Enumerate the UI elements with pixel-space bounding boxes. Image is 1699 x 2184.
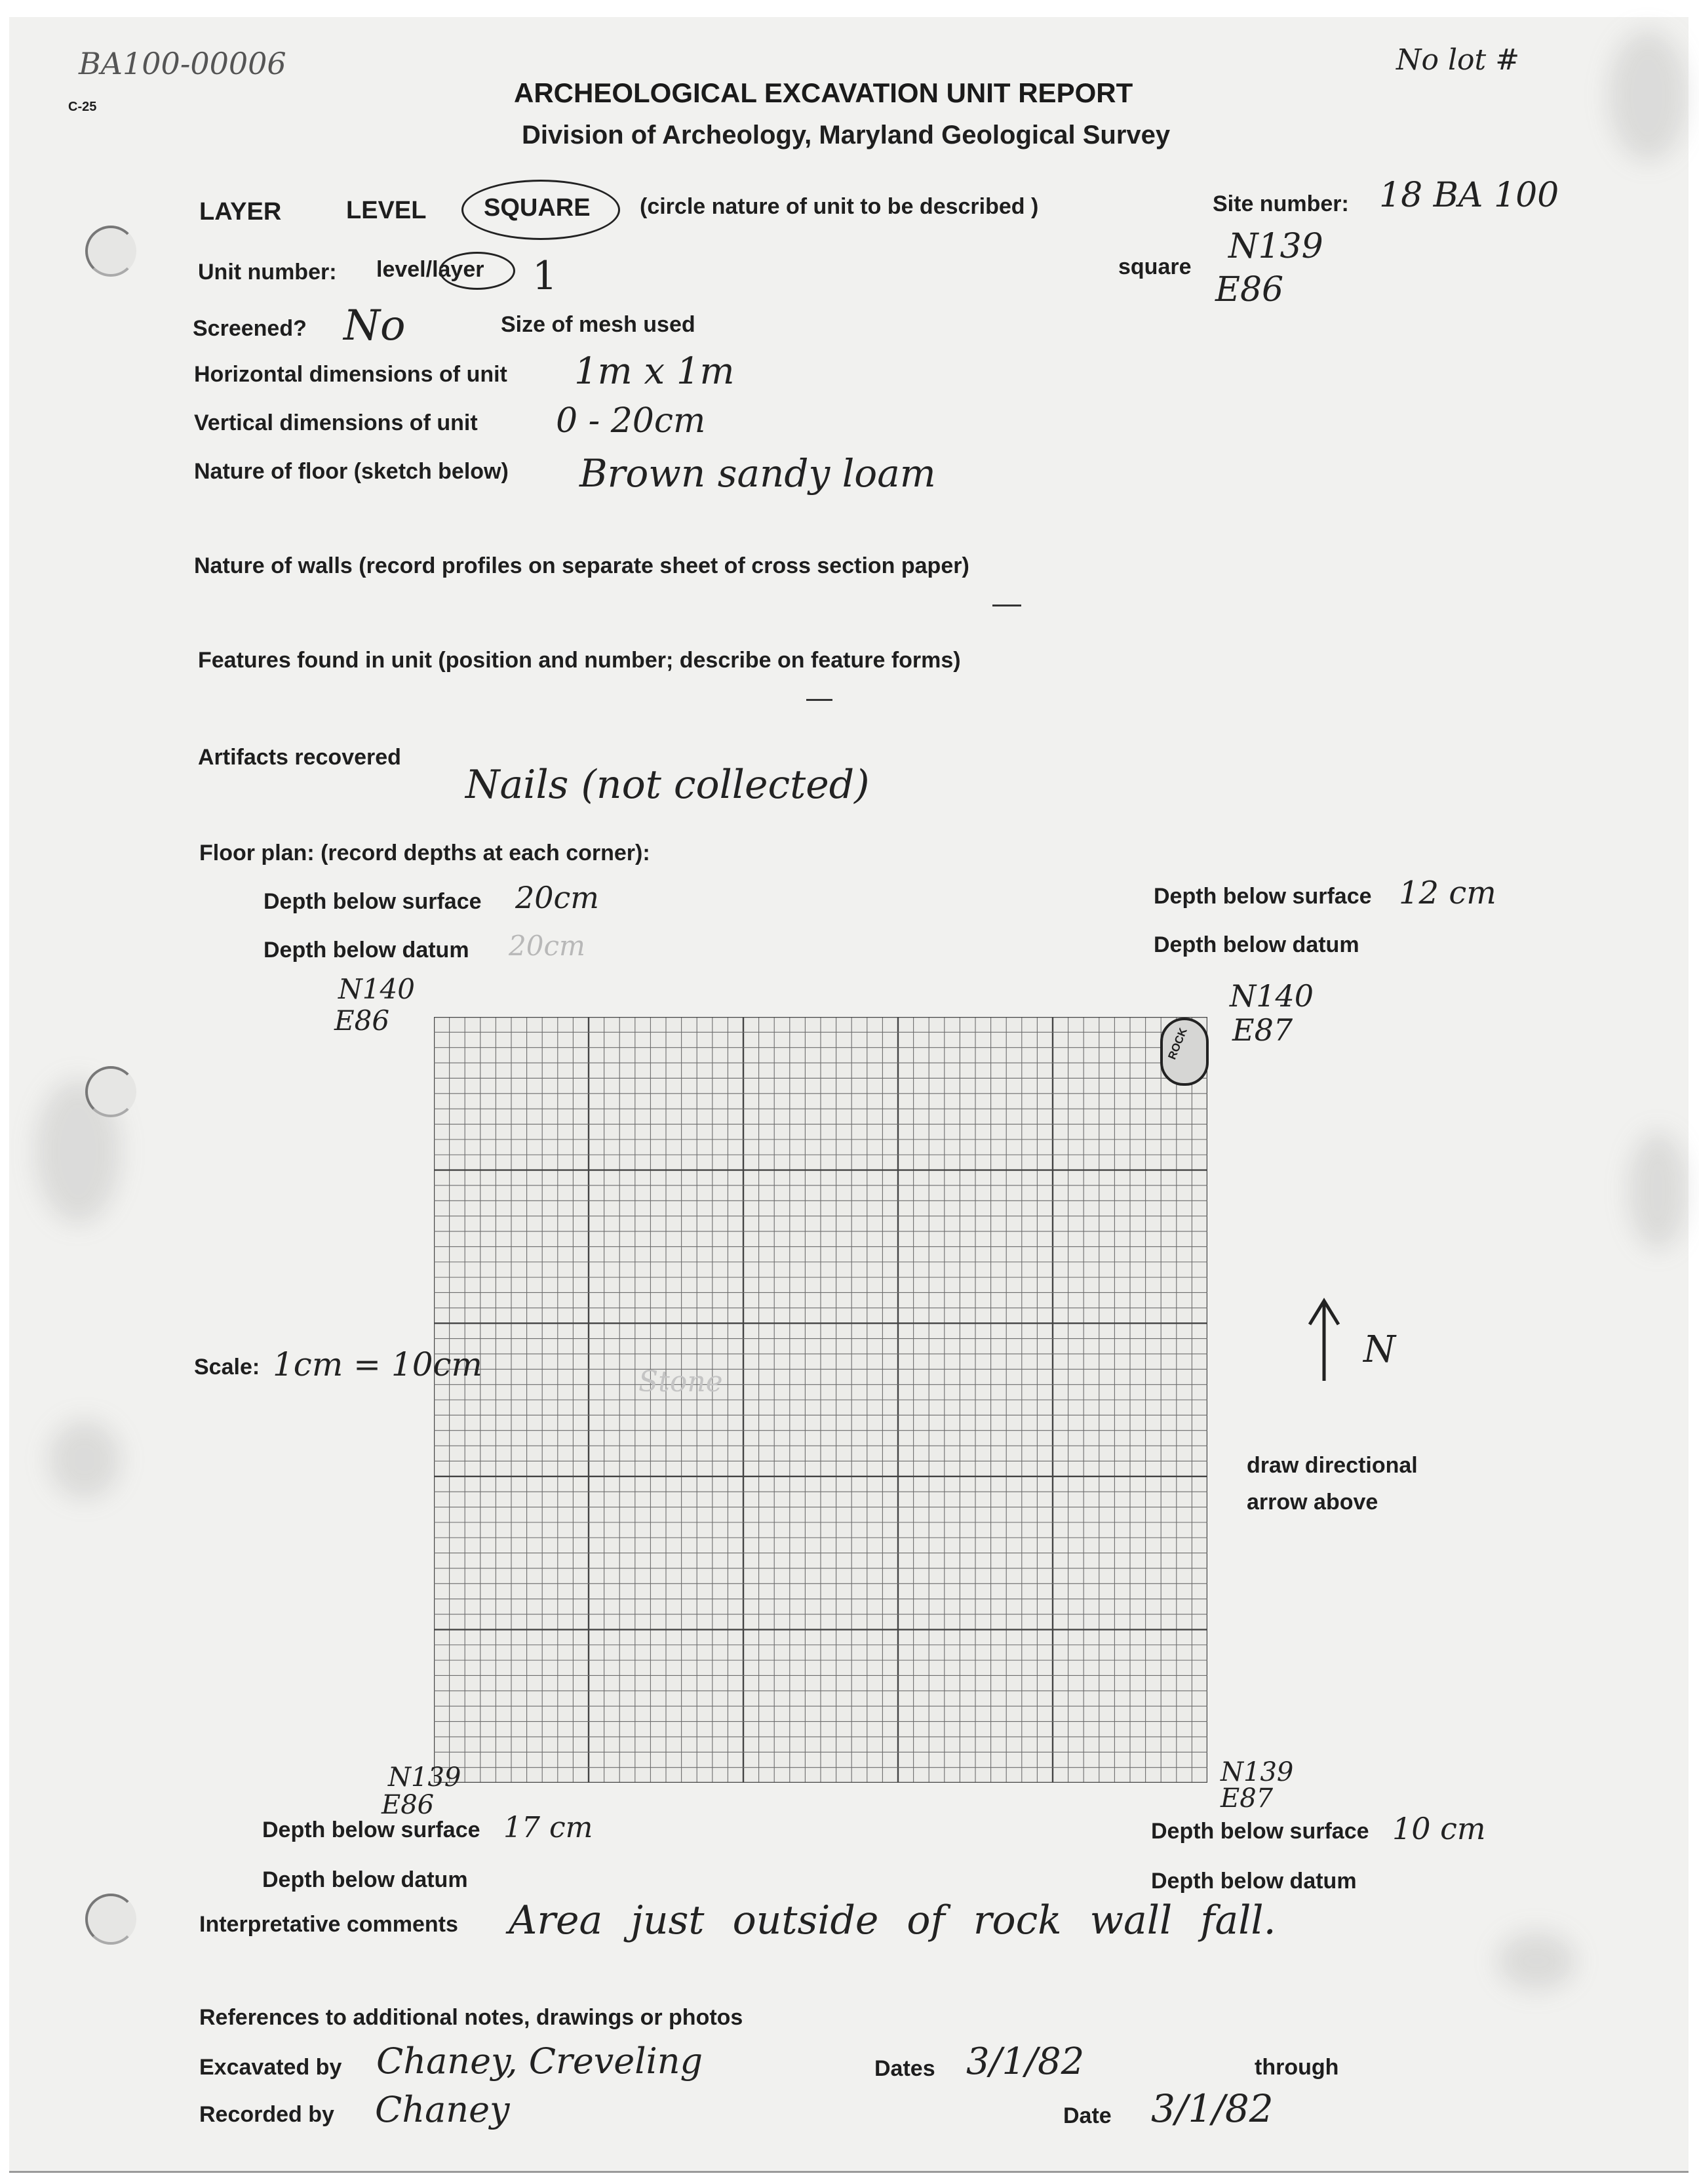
recorded-label: Recorded by — [199, 2102, 334, 2127]
walls-label: Nature of walls (record profiles on separate sheet of cross section paper) — [194, 553, 969, 578]
nw-surface-value: 20cm — [515, 880, 599, 915]
sw-datum-label: Depth below datum — [262, 1867, 468, 1892]
se-surface-label: Depth below surface — [1151, 1819, 1369, 1844]
dates-label: Dates — [874, 2056, 935, 2081]
nw-datum-value: 20cm — [509, 930, 585, 962]
unit-number-label: Unit number: — [198, 260, 337, 285]
unit-number-value: 1 — [532, 253, 558, 299]
scale-label: Scale: — [194, 1355, 260, 1380]
square-label: square — [1118, 254, 1192, 279]
se-datum-label: Depth below datum — [1151, 1869, 1357, 1894]
vertical-label: Vertical dimensions of unit — [194, 410, 478, 435]
nw-surface-label: Depth below surface — [264, 889, 482, 914]
north-label: N — [1363, 1328, 1396, 1371]
page-subtitle: Division of Archeology, Maryland Geological Survey — [522, 121, 1171, 149]
unit-type-layer: LAYER — [199, 198, 282, 226]
artifacts-value: Nails (not collected) — [465, 762, 870, 808]
smudge — [1609, 30, 1687, 161]
square-circle-mark — [461, 180, 620, 240]
ne-north: N140 — [1230, 978, 1314, 1014]
sw-east: E86 — [381, 1790, 435, 1820]
directional-line2: arrow above — [1247, 1490, 1378, 1515]
ne-surface-label: Depth below surface — [1154, 884, 1372, 909]
nw-north: N140 — [338, 973, 415, 1005]
square-north: N139 — [1228, 227, 1323, 266]
floor-plan-label: Floor plan: (record depths at each corner): — [199, 841, 650, 865]
features-dash-mark — [806, 699, 832, 701]
comments-label: Interpretative comments — [199, 1912, 458, 1937]
mesh-label: Size of mesh used — [501, 312, 695, 337]
level-layer-label: level/layer — [376, 257, 484, 282]
ne-surface-value: 12 cm — [1399, 875, 1496, 911]
date-value: 3/1/82 — [1151, 2086, 1274, 2131]
punch-hole-icon — [85, 1894, 136, 1945]
ne-east: E87 — [1232, 1012, 1293, 1048]
nw-datum-label: Depth below datum — [264, 938, 469, 963]
form-code: C-25 — [68, 100, 97, 114]
floor-label: Nature of floor (sketch below) — [194, 459, 509, 484]
artifacts-label: Artifacts recovered — [198, 745, 401, 770]
scale-value: 1cm = 10cm — [273, 1345, 482, 1383]
directional-line1: draw directional — [1247, 1453, 1418, 1478]
rock-label: ROCK — [1165, 1026, 1190, 1062]
smudge — [1497, 1932, 1576, 1991]
floor-plan-grid — [434, 1017, 1207, 1783]
north-arrow-icon — [1304, 1296, 1344, 1387]
smudge — [1628, 1132, 1687, 1250]
page-title: ARCHEOLOGICAL EXCAVATION UNIT REPORT — [514, 77, 1133, 108]
references-label: References to additional notes, drawings or photos — [199, 2005, 743, 2030]
vertical-value: 0 - 20cm — [556, 401, 706, 441]
layer-circle-mark — [439, 252, 515, 290]
date-label: Date — [1063, 2103, 1112, 2128]
square-east: E86 — [1215, 270, 1284, 309]
through-label: through — [1255, 2055, 1339, 2080]
recorded-value: Chaney — [375, 2089, 510, 2130]
grid-center-text: Stone — [638, 1365, 723, 1399]
site-number-value: 18 BA 100 — [1379, 176, 1559, 215]
se-north: N139 — [1221, 1757, 1294, 1787]
screened-label: Screened? — [193, 316, 307, 341]
nw-east: E86 — [334, 1004, 390, 1037]
unit-type-instruction: (circle nature of unit to be described ) — [640, 194, 1039, 219]
floor-value: Brown sandy loam — [579, 451, 936, 496]
dates-value: 3/1/82 — [966, 2040, 1085, 2083]
comments-value: Area just outside of rock wall fall. — [509, 1897, 1276, 1943]
ne-datum-label: Depth below datum — [1154, 932, 1359, 957]
punch-hole-icon — [85, 226, 136, 277]
se-surface-value: 10 cm — [1392, 1811, 1486, 1846]
excavated-value: Chaney, Creveling — [376, 2040, 703, 2082]
walls-dash-mark — [992, 605, 1021, 606]
punch-hole-icon — [85, 1066, 136, 1117]
horizontal-label: Horizontal dimensions of unit — [194, 362, 507, 387]
sw-north: N139 — [388, 1762, 461, 1793]
unit-type-square: SQUARE — [484, 194, 591, 222]
excavated-label: Excavated by — [199, 2055, 342, 2080]
se-east: E87 — [1221, 1783, 1274, 1814]
sw-surface-label: Depth below surface — [262, 1817, 480, 1842]
form-sheet — [9, 17, 1689, 2173]
screened-value: No — [343, 302, 406, 350]
smudge — [49, 1420, 121, 1499]
unit-type-level: LEVEL — [346, 197, 427, 224]
sw-surface-value: 17 cm — [503, 1811, 593, 1844]
catalog-id: BA100-00006 — [79, 46, 286, 81]
site-number-label: Site number: — [1213, 191, 1349, 216]
horizontal-value: 1m x 1m — [574, 350, 735, 393]
lot-note: No lot # — [1396, 43, 1520, 77]
features-label: Features found in unit (position and number; describe on feature forms) — [198, 648, 961, 673]
